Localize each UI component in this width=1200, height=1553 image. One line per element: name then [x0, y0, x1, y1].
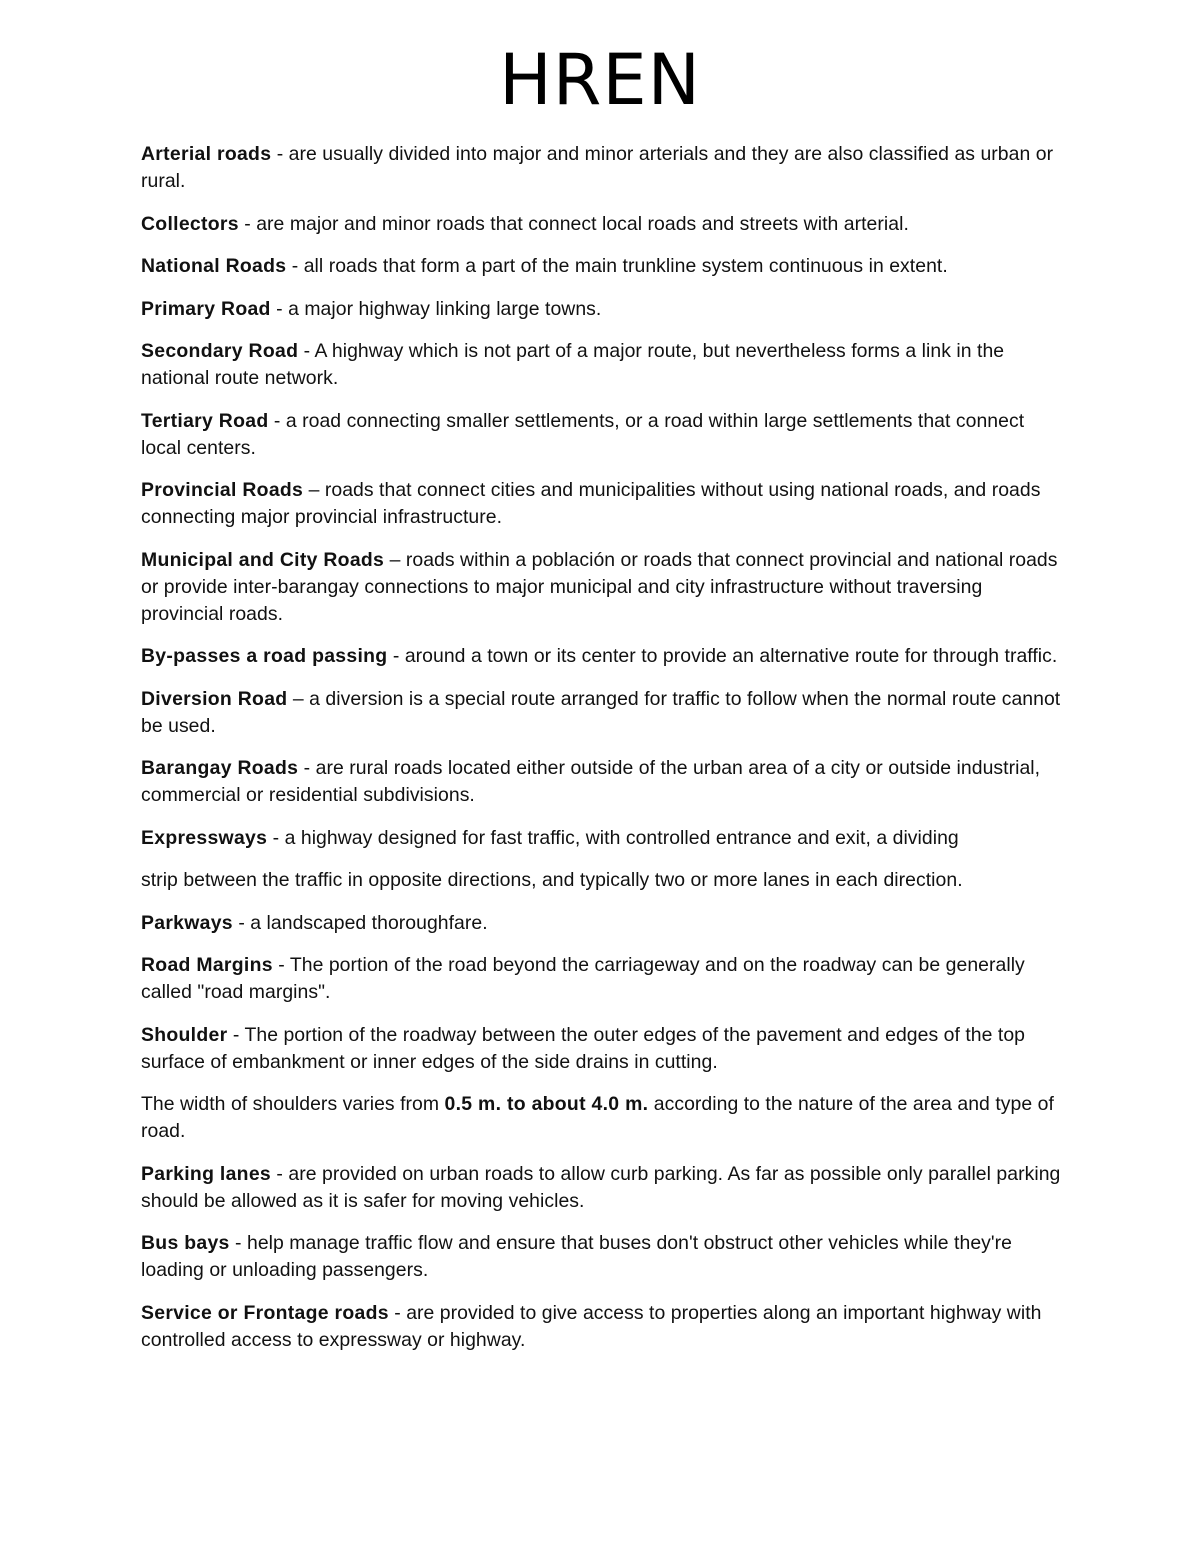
- term: By-passes a road passing: [141, 645, 388, 667]
- definition-parking-lanes: [141, 1161, 1061, 1215]
- definition-parkways: [141, 910, 1061, 937]
- definition-expressways-continued: [141, 867, 1061, 894]
- term: National Roads: [141, 255, 287, 277]
- definition: - a landscaped thoroughfare.: [232, 911, 488, 934]
- definition: - help manage traffic flow and ensure that buses don't obstruct other vehicles while they're loading or unloading passengers.: [141, 1232, 1012, 1281]
- definition-collectors: [141, 211, 1061, 238]
- definition-road-margins: [141, 952, 1061, 1006]
- definition-provincial-roads: [141, 477, 1061, 531]
- term: Municipal and City Roads: [141, 548, 385, 571]
- term: Shoulder: [141, 1023, 228, 1046]
- definition-shoulder: [141, 1022, 1061, 1076]
- definition-municipal-city-roads: [141, 547, 1061, 628]
- definition: - The portion of the roadway between the outer edges of the pavement and edges of the top surface of embankment or inner edges of the side drains in cutting.: [141, 1023, 1025, 1073]
- definition: - a road connecting smaller settlements, or a road within large settlements that connect local centers.: [141, 409, 1025, 459]
- definition: – roads that connect cities and municipalities without using national roads, and roads connecting major provincial infrastructure.: [141, 479, 1041, 528]
- definition: - a highway designed for fast traffic, with controlled entrance and exit, a dividing: [267, 826, 959, 849]
- note-bold-range: 0.5 m. to about 4.0 m.: [444, 1093, 649, 1115]
- term: Barangay Roads: [141, 757, 299, 779]
- definition-by-passes: [141, 643, 1061, 670]
- term: Parking lanes: [141, 1162, 271, 1185]
- term: Service or Frontage roads: [141, 1301, 389, 1324]
- shoulder-width-note: [141, 1091, 1061, 1145]
- term: Diversion Road: [141, 687, 288, 710]
- definition-bus-bays: [141, 1230, 1061, 1284]
- term: Tertiary Road: [141, 409, 269, 432]
- definition: – roads within a población or roads that connect provincial and national roads or provide inter-barangay connections to major municipal and city infrastructure without traversing provincial roads.: [141, 548, 1058, 625]
- definition: - around a town or its center to provide an alternative route for through traffic.: [387, 645, 1058, 667]
- definition-tertiary-road: [141, 408, 1061, 462]
- definition: - A highway which is not part of a major route, but nevertheless forms a link in the national route network.: [141, 340, 1005, 389]
- definition-diversion-road: [141, 686, 1061, 740]
- definition: - The portion of the road beyond the carriageway and on the roadway can be generally called "road margins".: [141, 954, 1025, 1003]
- term: Secondary Road: [141, 340, 299, 362]
- definition-barangay-roads: [141, 755, 1061, 809]
- note-suffix: according to the nature of the area and type of road.: [141, 1093, 1054, 1142]
- term: Collectors: [141, 212, 239, 235]
- definition-secondary-road: [141, 338, 1061, 392]
- term: Primary Road: [141, 297, 271, 320]
- note-prefix: The width of shoulders varies from: [141, 1093, 445, 1115]
- definition: - all roads that form a part of the main trunkline system continuous in extent.: [286, 255, 948, 277]
- term: Bus bays: [141, 1232, 230, 1254]
- term: Parkways: [141, 911, 233, 934]
- document-title: HREN: [499, 39, 701, 121]
- definition: - are rural roads located either outside of the urban area of a city or outside industrial, commercial or residential subdivisions.: [141, 757, 1041, 806]
- definition: - are usually divided into major and minor arterials and they are also classified as urban or rural.: [141, 143, 1054, 192]
- term: Arterial roads: [141, 143, 272, 165]
- definition: - a major highway linking large towns.: [270, 297, 602, 320]
- term: Provincial Roads: [141, 479, 304, 501]
- term: Road Margins: [141, 954, 273, 976]
- definition-arterial-roads: [141, 141, 1061, 195]
- definition-expressways: [141, 825, 1061, 852]
- definition-service-frontage-roads: [141, 1300, 1061, 1354]
- definition: - are provided on urban roads to allow curb parking. As far as possible only parallel parking should be allowed as it is safer for moving vehicles.: [141, 1162, 1061, 1212]
- definition-primary-road: [141, 296, 1061, 323]
- definition: strip between the traffic in opposite directions, and typically two or more lanes in each direction.: [141, 869, 963, 891]
- document-body: [141, 141, 1061, 1369]
- definition: - are provided to give access to properties along an important highway with controlled access to expressway or highway.: [141, 1301, 1042, 1351]
- definition-national-roads: [141, 253, 1061, 280]
- definition: – a diversion is a special route arranged for traffic to follow when the normal route cannot be used.: [141, 687, 1061, 737]
- term: Expressways: [141, 826, 268, 849]
- definition: - are major and minor roads that connect local roads and streets with arterial.: [238, 212, 909, 235]
